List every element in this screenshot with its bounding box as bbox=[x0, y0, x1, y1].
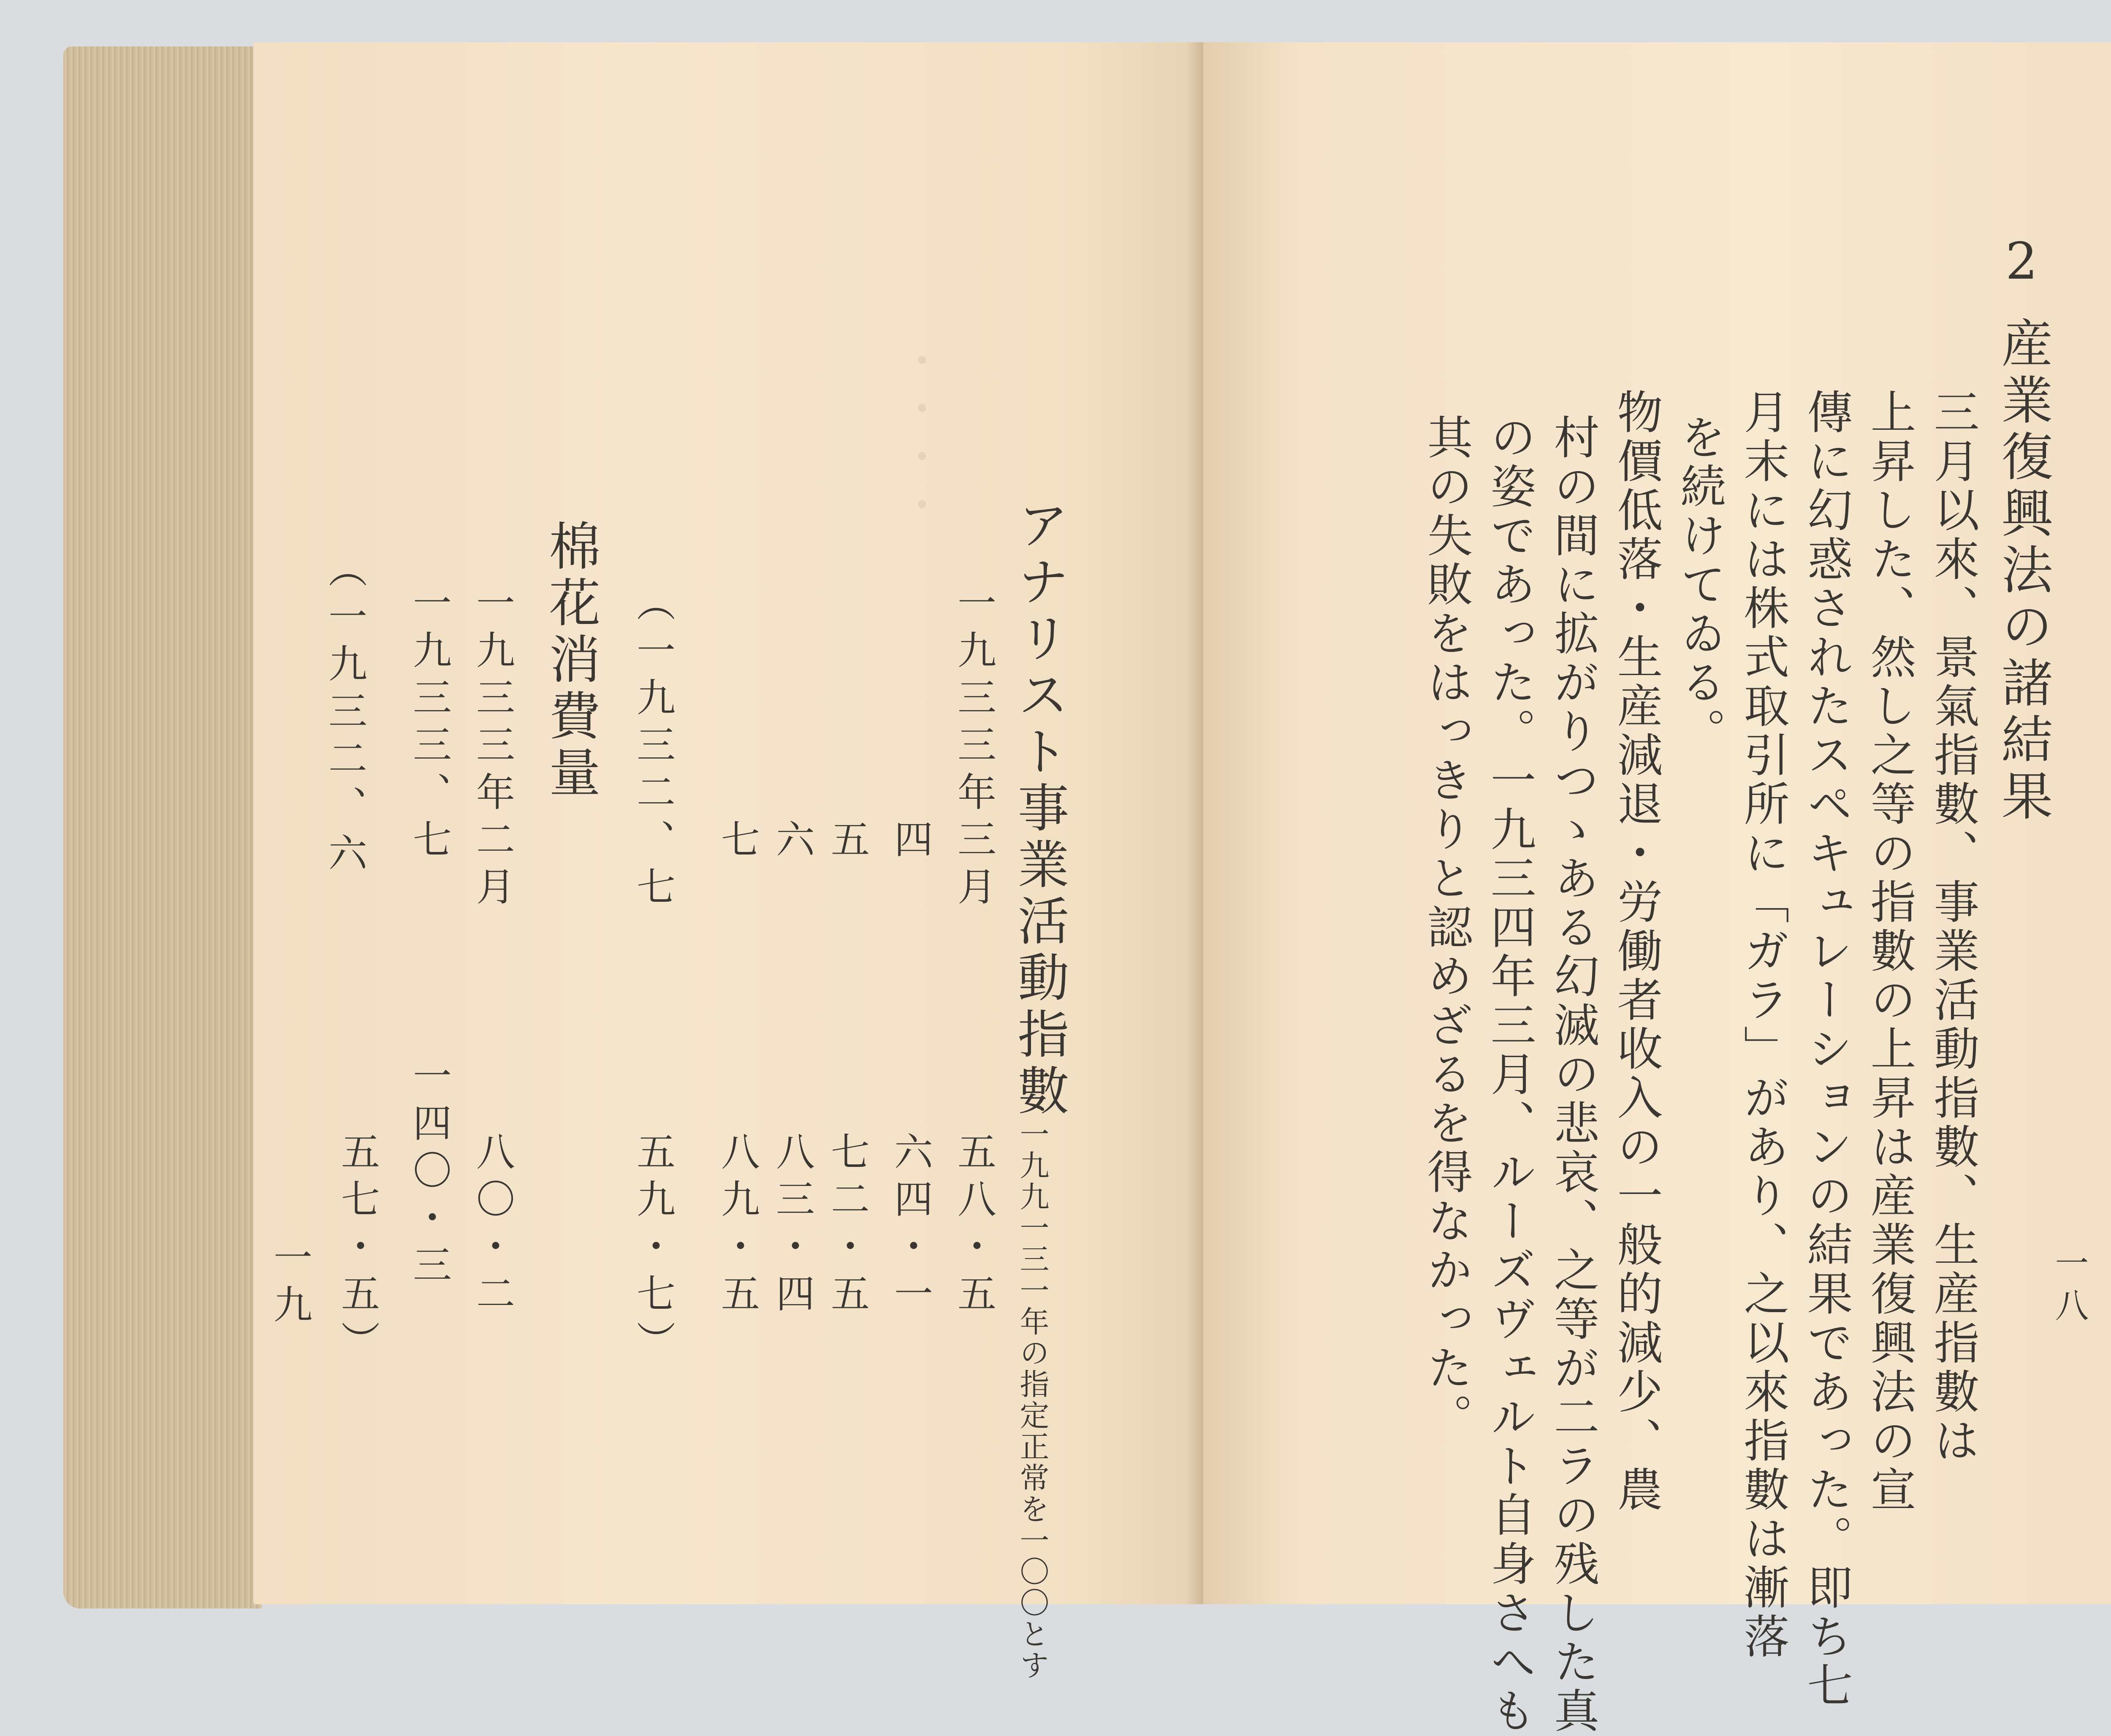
body-line-8: の姿であった。一九三四年三月、ルーズヴェルト自身さへも bbox=[1483, 414, 1536, 1736]
table1-row4-value: 八三・四 bbox=[770, 1131, 815, 1321]
table1-row3-value: 七二・五 bbox=[825, 1131, 870, 1321]
table2-row2-date: 一九三三、七 bbox=[407, 583, 452, 866]
body-line-5: を続けてゐる。 bbox=[1673, 414, 1726, 757]
table1-row1-value: 五八・五 bbox=[951, 1131, 996, 1321]
table2-row2-value: 一四〇・三 bbox=[407, 1055, 452, 1292]
table2-row1-value: 八〇・二 bbox=[470, 1131, 515, 1321]
book-fore-edge-left bbox=[63, 46, 262, 1609]
table2-comparison-value: 五七・五） bbox=[335, 1131, 380, 1368]
table1-row5-date: 七 bbox=[715, 819, 760, 866]
right-page bbox=[1203, 42, 2111, 1736]
table2-comparison-date: （一九三二、六 bbox=[322, 549, 367, 880]
table2-row1-date: 一九三三年二月 bbox=[470, 583, 515, 914]
table1-row1-date: 一九三三年三月 bbox=[951, 583, 996, 914]
body-line-9: 其の失敗をはっきりと認めざるを得なかった。 bbox=[1419, 414, 1472, 1442]
table2-trailing-number: 一九 bbox=[267, 1237, 312, 1332]
table1-comparison-value: 五九・七） bbox=[630, 1131, 676, 1368]
body-line-1: 三月以來、景氣指數、事業活動指數、生産指數は bbox=[1926, 388, 1979, 1466]
table1-row2-date: 四 bbox=[888, 819, 933, 866]
body-line-3: 傳に幻惑されたスペキュレーションの結果であった。即ち七 bbox=[1799, 388, 1852, 1711]
body-line-2: 上昇した、然し之等の指數の上昇は産業復興法の宣 bbox=[1863, 388, 1916, 1515]
table1-note: 一九九一三一年の指定正常を一〇〇とす bbox=[1015, 1119, 1050, 1681]
section-heading: 産業復興法の諸結果 bbox=[1993, 317, 2053, 826]
show-through-text: ・・・・ bbox=[893, 338, 944, 530]
table1-row3-date: 五 bbox=[825, 819, 870, 866]
table1-row4-date: 六 bbox=[770, 819, 815, 866]
table1-row5-value: 八九・五 bbox=[715, 1131, 760, 1321]
body-line-4: 月末には株式取引所に「ガラ」があり、之以來指數は漸落 bbox=[1736, 388, 1789, 1662]
page-number: 一八 bbox=[2049, 1245, 2089, 1330]
left-page bbox=[253, 42, 1203, 1681]
table1-comparison-date: （一九三二、七 bbox=[630, 583, 676, 914]
table2-title: 棉花消費量 bbox=[540, 519, 600, 802]
section-number: 2 bbox=[2005, 232, 2038, 291]
body-line-6: 物價低落・生産減退・労働者收入の一般的減少、農 bbox=[1609, 388, 1662, 1515]
table1-title: アナリスト事業活動指數 bbox=[1009, 498, 1069, 1120]
body-line-7: 村の間に拡がりつゝある幻滅の悲哀、之等が二ラの残した真 bbox=[1546, 414, 1599, 1736]
table1-row2-value: 六四・一 bbox=[888, 1131, 933, 1321]
